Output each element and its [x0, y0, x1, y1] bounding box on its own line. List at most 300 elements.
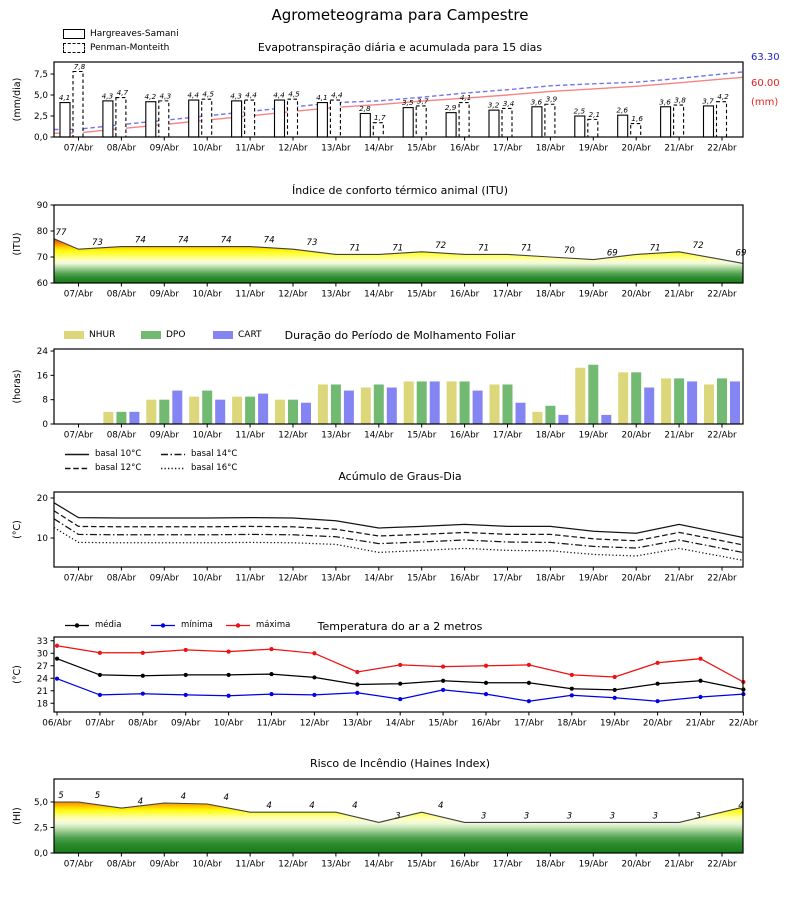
gdd-xtick-label: 12/Abr	[278, 573, 308, 584]
dpm-bar	[301, 403, 311, 424]
dpm-xtick-label: 19/Abr	[578, 430, 608, 441]
et-bar	[489, 110, 499, 137]
dpm-bar	[245, 397, 255, 424]
itu-xtick-label: 09/Abr	[149, 289, 179, 300]
temp-marker	[398, 682, 402, 686]
itu-point-label: 73	[92, 238, 103, 249]
gdd-ytick-label: 10	[36, 534, 48, 544]
temp-marker	[527, 681, 531, 685]
evapo-xtick-label: 11/Abr	[235, 143, 265, 154]
legend-media-label: média	[95, 620, 122, 630]
dpm-bar	[460, 381, 470, 424]
itu-xtick-label: 18/Abr	[535, 289, 566, 300]
et-bar-label: 4,1	[58, 93, 71, 103]
temp-marker	[613, 688, 617, 692]
evapo-xtick-label: 19/Abr	[578, 143, 608, 154]
dpm-bar	[275, 400, 285, 424]
temp-marker	[656, 661, 660, 665]
dpm-bar	[129, 412, 139, 424]
haines-xtick-label: 15/Abr	[407, 859, 437, 870]
haines-point-label: 4	[352, 801, 358, 812]
et-bar	[103, 101, 113, 137]
haines-point-label: 3	[566, 811, 573, 822]
haines-point-label: 4	[266, 801, 272, 812]
haines-chart-panel	[12, 779, 744, 870]
haines-chart-title: Risco de Incêndio (Haines Index)	[309, 757, 491, 770]
temp-xtick-label: 11/Abr	[256, 718, 287, 729]
evapo-xtick-label: 12/Abr	[278, 143, 308, 154]
itu-xtick-label: 16/Abr	[449, 289, 480, 300]
et-bar-label: 3,8	[674, 95, 686, 105]
evapo-xtick-label: 17/Abr	[492, 143, 523, 154]
legend-maxima-label: máxima	[256, 620, 291, 630]
dpm-xtick-label: 22/Abr	[707, 430, 737, 441]
temp-chart-panel	[12, 637, 758, 729]
temp-marker	[98, 673, 102, 677]
dpm-bar	[374, 384, 384, 424]
et-bar-label: 4,1	[459, 93, 472, 103]
haines-xtick-label: 08/Abr	[106, 859, 137, 870]
dpm-xtick-label: 15/Abr	[407, 430, 437, 441]
haines-xtick-label: 18/Abr	[535, 859, 566, 870]
itu-xtick-label: 11/Abr	[235, 289, 265, 300]
et-bar-label: 2,8	[358, 103, 371, 113]
legend-cart-label: CART	[238, 330, 262, 340]
haines-point-label: 4	[738, 801, 744, 812]
gdd-xtick-label: 14/Abr	[364, 573, 394, 584]
temp-ytick-label: 30	[36, 649, 48, 660]
dpm-bar	[704, 384, 714, 424]
legend-basal14-label: basal 14°C	[191, 449, 238, 459]
temp-marker	[98, 651, 102, 655]
et-bar	[189, 100, 199, 137]
gdd-xtick-label: 07/Abr	[63, 573, 94, 584]
temp-marker	[656, 699, 660, 703]
et-bar-label: 2,1	[588, 109, 601, 119]
et-bar	[717, 102, 727, 137]
et-bar-label: 4,3	[159, 91, 172, 101]
dpm-ytick-label: 0	[42, 420, 48, 430]
temp-marker	[141, 651, 145, 655]
temp-xtick-label: 06/Abr	[42, 718, 72, 729]
temp-xtick-label: 19/Abr	[600, 718, 630, 729]
evapo-xtick-label: 08/Abr	[106, 143, 137, 154]
et-bar	[245, 100, 255, 137]
dpm-bar	[730, 381, 740, 424]
dpm-bar	[644, 388, 654, 424]
et-bar-label: 4,2	[144, 92, 157, 102]
itu-ytick-label: 60	[36, 279, 48, 289]
temp-marker	[355, 670, 359, 674]
gdd-chart-title: Acúmulo de Graus-Dia	[338, 470, 462, 483]
et-bar-label: 3,2	[487, 100, 500, 110]
et-bar	[545, 104, 555, 137]
dpm-xtick-label: 09/Abr	[149, 430, 179, 441]
et-bar	[275, 100, 285, 137]
dpm-bar	[202, 391, 212, 424]
temp-marker	[141, 674, 145, 678]
dpm-bar	[146, 400, 156, 424]
et-bar	[588, 119, 598, 137]
et-bar-label: 4,4	[273, 90, 285, 100]
penman-accumulated-total: 63.30	[751, 52, 780, 63]
itu-point-label: 69	[735, 248, 747, 259]
itu-point-label: 74	[177, 235, 189, 246]
dpm-ytick-label: 24	[36, 347, 48, 358]
hargreaves-accumulated-total: 60.00	[751, 78, 780, 89]
haines-xtick-label: 22/Abr	[707, 859, 737, 870]
dpm-bar	[103, 412, 113, 424]
temp-xtick-label: 10/Abr	[213, 718, 244, 729]
et-bar	[575, 116, 585, 137]
dpm-bar	[361, 388, 371, 424]
itu-xtick-label: 22/Abr	[707, 289, 737, 300]
et-bar-label: 4,5	[288, 89, 300, 99]
et-bar	[202, 99, 212, 137]
dpm-bar	[717, 378, 727, 424]
evapo-ytick-label: 0,0	[34, 133, 48, 143]
legend-minima-label: mínima	[181, 620, 213, 630]
temp-marker	[184, 673, 188, 677]
gdd-xtick-label: 17/Abr	[492, 573, 523, 584]
temp-xtick-label: 15/Abr	[428, 718, 458, 729]
et-bar	[618, 115, 628, 137]
temp-marker	[527, 663, 531, 667]
itu-point-label: 72	[692, 240, 704, 251]
temp-marker	[227, 694, 231, 698]
temp-marker	[398, 697, 402, 701]
haines-point-label: 3	[695, 811, 701, 822]
gdd-xtick-label: 19/Abr	[578, 573, 608, 584]
gdd-xtick-label: 16/Abr	[449, 573, 480, 584]
right-axis-unit: (mm)	[751, 97, 779, 108]
dpm-xtick-label: 21/Abr	[664, 430, 694, 441]
temp-xtick-label: 18/Abr	[557, 718, 587, 729]
et-bar	[532, 107, 542, 137]
dpm-bar	[503, 384, 513, 424]
dpm-bar	[558, 415, 568, 424]
haines-xtick-label: 21/Abr	[664, 859, 694, 870]
gdd-chart-panel	[12, 492, 743, 584]
et-bar-label: 3,6	[530, 97, 543, 107]
gdd-xtick-label: 20/Abr	[621, 573, 651, 584]
dpm-xtick-label: 16/Abr	[449, 430, 480, 441]
gdd-xtick-label: 09/Abr	[149, 573, 179, 584]
itu-point-label: 71	[521, 243, 532, 254]
gdd-yaxis-label: (°C)	[12, 520, 23, 539]
temp-marker	[398, 663, 402, 667]
temp-ytick-label: 24	[36, 674, 48, 685]
et-bar-label: 7,8	[73, 61, 86, 71]
gdd-ytick-label: 20	[36, 494, 48, 504]
haines-point-label: 4	[437, 801, 444, 812]
et-bar	[704, 106, 714, 137]
dpm-bar	[532, 412, 542, 424]
evapo-xtick-label: 13/Abr	[321, 143, 351, 154]
itu-xtick-label: 20/Abr	[621, 289, 651, 300]
temp-xtick-label: 20/Abr	[642, 718, 673, 729]
temp-marker	[355, 691, 359, 695]
itu-point-label: 73	[306, 238, 318, 249]
et-bar-label: 1,7	[373, 113, 386, 123]
et-bar	[288, 99, 298, 137]
haines-xtick-label: 14/Abr	[364, 859, 394, 870]
evapo-xtick-label: 15/Abr	[407, 143, 437, 154]
itu-xtick-label: 19/Abr	[578, 289, 608, 300]
haines-point-label: 5	[94, 790, 101, 801]
et-bar	[360, 113, 370, 137]
haines-xtick-label: 20/Abr	[621, 859, 651, 870]
et-bar-label: 3,9	[545, 94, 558, 104]
dpm-xtick-label: 10/Abr	[192, 430, 222, 441]
haines-yaxis-label: (HI)	[12, 807, 23, 825]
temp-marker	[227, 673, 231, 677]
et-bar-label: 4,2	[717, 92, 729, 102]
evapo-xtick-label: 21/Abr	[664, 143, 694, 154]
dpm-bar	[159, 400, 169, 424]
itu-point-label: 69	[606, 248, 618, 259]
temp-marker	[484, 681, 488, 685]
temp-yaxis-label: (°C)	[12, 665, 23, 684]
haines-ytick-label: 5,0	[34, 797, 48, 808]
et-bar	[661, 107, 671, 137]
dpm-bar	[631, 372, 641, 424]
temp-marker	[441, 688, 445, 692]
et-bar	[73, 71, 83, 137]
et-bar-label: 4,5	[202, 89, 215, 99]
haines-point-label: 3	[480, 811, 487, 822]
dpm-bar	[215, 400, 225, 424]
dpm-bar	[344, 391, 354, 424]
dpm-bar	[618, 372, 628, 424]
itu-point-label: 71	[478, 243, 490, 254]
gdd-xtick-label: 15/Abr	[407, 573, 437, 584]
haines-xtick-label: 11/Abr	[235, 859, 265, 870]
dpm-bar	[490, 384, 500, 424]
dpm-bar	[601, 415, 611, 424]
et-bar	[60, 103, 70, 137]
itu-xtick-label: 13/Abr	[321, 289, 351, 300]
dpm-bar	[318, 384, 328, 424]
evapo-xtick-label: 20/Abr	[621, 143, 651, 154]
haines-ytick-label: 2,5	[34, 823, 48, 834]
temp-xtick-label: 21/Abr	[685, 718, 716, 729]
temp-marker	[98, 693, 102, 697]
evapo-chart-panel	[12, 62, 743, 154]
temp-xtick-label: 13/Abr	[342, 718, 372, 729]
itu-ytick-label: 90	[36, 201, 48, 211]
et-bar	[403, 108, 413, 137]
temp-marker	[55, 644, 59, 648]
dpm-bar	[331, 384, 341, 424]
haines-point-label: 3	[609, 811, 616, 822]
dpm-xtick-label: 14/Abr	[364, 430, 394, 441]
legend-nhur-label: NHUR	[89, 330, 116, 340]
legend-basal16-label: basal 16°C	[191, 463, 238, 473]
et-bar-label: 1,6	[631, 114, 644, 124]
dpm-xtick-label: 07/Abr	[63, 430, 94, 441]
dpm-xtick-label: 18/Abr	[535, 430, 566, 441]
haines-point-label: 4	[223, 793, 229, 804]
dpm-bar	[387, 388, 397, 424]
et-bar-label: 3,7	[416, 96, 429, 106]
et-bar-label: 3,6	[659, 97, 671, 107]
temp-marker	[570, 673, 574, 677]
itu-xtick-label: 12/Abr	[278, 289, 308, 300]
evapo-ytick-label: 7,5	[34, 70, 48, 81]
gdd-xtick-label: 11/Abr	[235, 573, 265, 584]
legend-basal10-label: basal 10°C	[95, 449, 142, 459]
temp-marker	[55, 677, 59, 681]
temp-marker	[656, 682, 660, 686]
et-bar	[373, 123, 383, 137]
haines-point-label: 3	[652, 811, 658, 822]
dpm-chart-panel	[12, 347, 743, 440]
haines-point-label: 4	[180, 791, 187, 802]
itu-xtick-label: 15/Abr	[407, 289, 437, 300]
evapo-chart-title: Evapotranspiração diária e acumulada para 15 dias	[257, 41, 543, 54]
temp-marker	[184, 693, 188, 697]
itu-xtick-label: 10/Abr	[192, 289, 222, 300]
et-bar	[159, 101, 169, 137]
dpm-bar	[687, 381, 697, 424]
dpm-ytick-label: 16	[36, 371, 48, 382]
legend-hargreaves-label: Hargreaves-Samani	[90, 29, 179, 39]
et-bar	[502, 108, 512, 137]
temp-xtick-label: 22/Abr	[728, 718, 759, 729]
dpm-xtick-label: 20/Abr	[621, 430, 651, 441]
dpm-yaxis-label: (horas)	[12, 369, 23, 404]
dpm-xtick-label: 12/Abr	[278, 430, 308, 441]
haines-xtick-label: 09/Abr	[149, 859, 179, 870]
evapo-xtick-label: 22/Abr	[707, 143, 737, 154]
temp-marker	[184, 648, 188, 652]
dpm-xtick-label: 17/Abr	[492, 430, 523, 441]
et-bar	[674, 105, 684, 137]
itu-point-label: 71	[649, 243, 661, 254]
temp-xtick-label: 09/Abr	[171, 718, 201, 729]
itu-chart-title: Índice de conforto térmico animal (ITU)	[291, 184, 509, 197]
et-bar-label: 4,4	[187, 90, 200, 100]
dpm-bar	[172, 391, 182, 424]
itu-point-label: 71	[392, 243, 404, 254]
temp-marker	[441, 664, 445, 668]
temp-marker	[441, 679, 445, 683]
dpm-xtick-label: 11/Abr	[235, 430, 265, 441]
et-bar-label: 2,9	[444, 103, 457, 113]
haines-point-label: 3	[523, 811, 530, 822]
temp-plot-border	[54, 637, 743, 712]
et-bar	[459, 103, 469, 137]
temp-ytick-label: 27	[36, 661, 48, 672]
et-bar-label: 4,7	[116, 88, 129, 98]
temp-marker	[312, 693, 316, 697]
gdd-xtick-label: 10/Abr	[192, 573, 222, 584]
itu-yaxis-label: (ITU)	[12, 232, 23, 256]
evapo-xtick-label: 09/Abr	[149, 143, 179, 154]
evapo-yaxis-label: (mm/dia)	[12, 77, 23, 122]
itu-xtick-label: 17/Abr	[492, 289, 523, 300]
temp-marker	[55, 657, 59, 661]
temp-marker	[527, 699, 531, 703]
et-bar-label: 4,1	[316, 93, 328, 103]
dpm-bar	[417, 381, 427, 424]
dpm-bar	[545, 406, 555, 424]
temp-xtick-label: 07/Abr	[85, 718, 115, 729]
et-bar	[317, 103, 327, 137]
page-title: Agrometeograma para Campestre	[271, 6, 529, 24]
itu-xtick-label: 21/Abr	[664, 289, 694, 300]
legend-penman-label: Penman-Monteith	[90, 43, 170, 53]
temp-marker	[227, 649, 231, 653]
et-bar	[146, 102, 156, 137]
et-bar-label: 4,3	[230, 91, 242, 101]
gdd-xtick-label: 13/Abr	[321, 573, 351, 584]
evapo-ytick-label: 2,5	[34, 112, 48, 123]
temp-marker	[312, 651, 316, 655]
et-bar-label: 4,4	[331, 90, 343, 100]
itu-point-label: 71	[349, 243, 361, 254]
dpm-xtick-label: 13/Abr	[321, 430, 351, 441]
temp-marker	[312, 675, 316, 679]
dpm-bar	[661, 378, 671, 424]
dpm-bar	[116, 412, 126, 424]
gdd-plot-border	[54, 492, 743, 567]
temp-marker	[269, 647, 273, 651]
haines-xtick-label: 16/Abr	[449, 859, 480, 870]
temp-marker	[484, 692, 488, 696]
haines-point-label: 4	[309, 801, 315, 812]
gdd-xtick-label: 18/Abr	[535, 573, 566, 584]
et-bar	[416, 106, 426, 137]
temp-xtick-label: 12/Abr	[299, 718, 330, 729]
itu-point-label: 72	[435, 240, 447, 251]
temp-ytick-label: 21	[36, 686, 48, 697]
dpm-bar	[404, 381, 414, 424]
et-bar	[446, 113, 456, 137]
temp-marker	[698, 679, 702, 683]
et-bar-label: 2,5	[573, 106, 586, 116]
itu-point-label: 74	[220, 235, 232, 246]
evapo-ytick-label: 5,0	[34, 91, 48, 102]
temp-marker	[613, 696, 617, 700]
dpm-bar	[189, 397, 199, 424]
temp-marker	[484, 664, 488, 668]
evapo-xtick-label: 07/Abr	[63, 143, 94, 154]
temp-marker	[269, 672, 273, 676]
temp-marker	[269, 692, 273, 696]
dpm-bar	[258, 394, 268, 424]
et-bar	[232, 101, 242, 137]
dpm-bar	[674, 378, 684, 424]
itu-point-label: 70	[563, 246, 575, 256]
haines-ytick-label: 0,0	[34, 849, 48, 859]
dpm-bar	[288, 400, 298, 424]
et-bar-label: 3,7	[702, 96, 714, 106]
evapo-xtick-label: 10/Abr	[192, 143, 222, 154]
haines-xtick-label: 07/Abr	[63, 859, 94, 870]
temp-marker	[355, 682, 359, 686]
evapo-xtick-label: 18/Abr	[535, 143, 566, 154]
itu-xtick-label: 07/Abr	[63, 289, 94, 300]
temp-marker	[570, 693, 574, 697]
et-bar	[116, 98, 126, 137]
haines-xtick-label: 19/Abr	[578, 859, 608, 870]
haines-point-label: 3	[395, 811, 401, 822]
dpm-bar	[588, 365, 598, 424]
dpm-xtick-label: 08/Abr	[106, 430, 137, 441]
temp-marker	[141, 692, 145, 696]
